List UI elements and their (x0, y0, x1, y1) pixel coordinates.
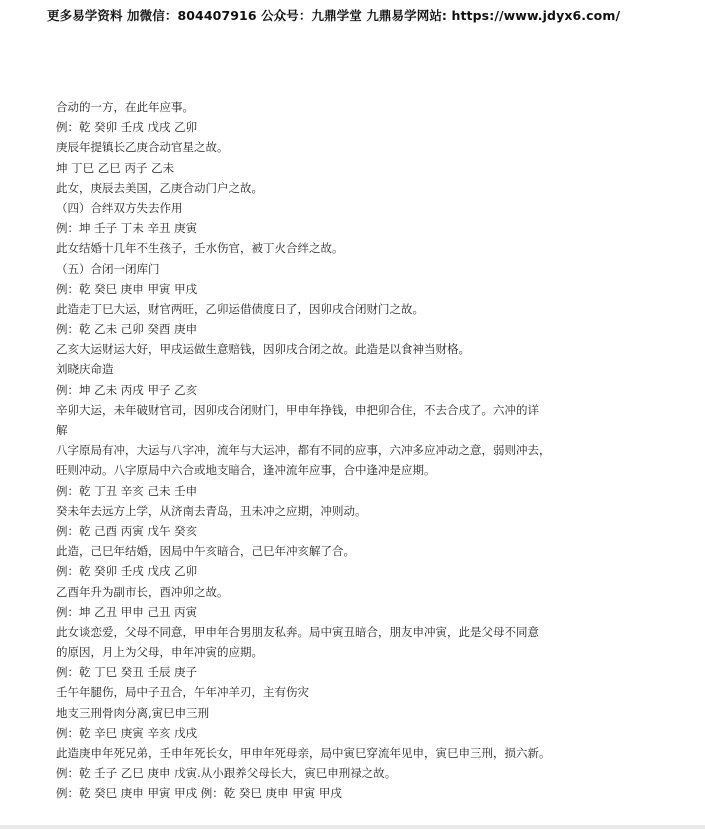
text-line: 例：乾 癸巳 庚申 甲寅 甲戌 例：乾 癸巳 庚申 甲寅 甲戌 (56, 786, 342, 801)
text-line: 庚辰年提镇长乙庚合动官星之故。 (56, 140, 229, 155)
text-line: 癸未年去远方上学，从济南去青岛，丑未冲之应期，冲则动。 (56, 503, 367, 518)
text-line: 八字原局有冲，大运与八字冲，流年与大运冲，都有不同的应事，六冲多应冲动之意，弱则冲去， (56, 443, 551, 458)
text-line: 此女结婚十几年不生孩子，壬水伤官，被丁火合绊之故。 (56, 241, 344, 256)
text-line: 例：乾 丁巳 癸丑 壬辰 庚子 (56, 665, 198, 680)
text-line: 例：乾 辛巳 庚寅 辛亥 戊戌 (56, 725, 198, 740)
text-line: 此女谈恋爱，父母不同意，甲申年合男朋友私奔。局中寅丑暗合，朋友申冲寅，此是父母不同意 (56, 624, 539, 639)
text-line: 旺则冲动。八字原局中六合或地支暗合，逢冲流年应事，合中逢冲是应期。 (56, 463, 436, 478)
text-line: 刘晓庆命造 (56, 362, 114, 377)
text-line: 解 (56, 423, 68, 437)
text-line: 此女，庚辰去美国，乙庚合动门户之故。 (56, 180, 263, 195)
text-line: 坤 丁巳 乙巳 丙子 乙未 (56, 160, 175, 175)
text-line: 合动的一方，在此年应事。 (56, 100, 194, 114)
text-line: 乙酉年升为副市长，酉冲卯之故。 (56, 584, 229, 599)
text-line: 此造庚申年死兄弟，壬申年死长女，甲申年死母亲，局中寅巳穿流年见申，寅巳申三刑，损六新。 (56, 746, 551, 760)
text-line: 壬午年腿伤，局中子丑合，午年冲羊刃，主有伤灾 (56, 685, 309, 700)
text-line: 乙亥大运财运大好，甲戌运做生意赔钱，因卯戌合闭之故。此造是以食神当财格。 (56, 342, 470, 357)
text-line: 例：乾 丁丑 辛亥 己未 壬申 (56, 483, 198, 498)
text-line: 例：乾 乙未 己卯 癸酉 庚申 (56, 322, 198, 337)
text-line: 例：乾 癸卯 壬戌 戊戌 乙卯 (56, 564, 198, 579)
text-line: 例：乾 癸巳 庚申 甲寅 甲戌 (56, 281, 198, 296)
section-heading: （四）合绊双方失去作用 (56, 200, 183, 215)
document-body (56, 97, 636, 804)
text-line: 例：乾 癸卯 壬戌 戊戌 乙卯 (56, 120, 198, 135)
text-line: 的原因，月上为父母，申年冲寅的应期。 (56, 645, 263, 660)
page-header-banner: 更多易学资料 加微信：804407916 公众号：九鼎学堂 九鼎易学网站: https://www.jdyx6.com/ (47, 8, 621, 23)
section-heading: （五）合闭一闭库门 (56, 261, 160, 276)
text-line: 例：乾 己酉 丙寅 戊午 癸亥 (56, 523, 198, 538)
text-line: 例：坤 乙丑 甲申 己丑 丙寅 (56, 604, 198, 619)
text-line: 例：乾 壬子 乙巳 庚申 戊寅.从小跟养父母长大，寅巳申刑禄之故。 (56, 766, 397, 781)
page-bottom-divider (0, 825, 705, 829)
section-heading: 地支三刑骨肉分离,寅巳申三刑 (56, 705, 210, 720)
text-line: 此造走丁巳大运，财官两旺，乙卯运借债度日了，因卯戌合闭财门之故。 (56, 301, 424, 316)
text-line: 例：坤 乙未 丙戌 甲子 乙亥 (56, 382, 198, 397)
text-line: 辛卯大运，未年破财官司，因卯戌合闭财门，甲申年挣钱，申把卯合住，不去合戌了。六冲的详 (56, 402, 539, 417)
text-line: 例：坤 壬子 丁未 辛丑 庚寅 (56, 221, 198, 236)
text-line: 此造，己巳年结婚，因局中午亥暗合，己巳年冲亥解了合。 (56, 544, 355, 559)
